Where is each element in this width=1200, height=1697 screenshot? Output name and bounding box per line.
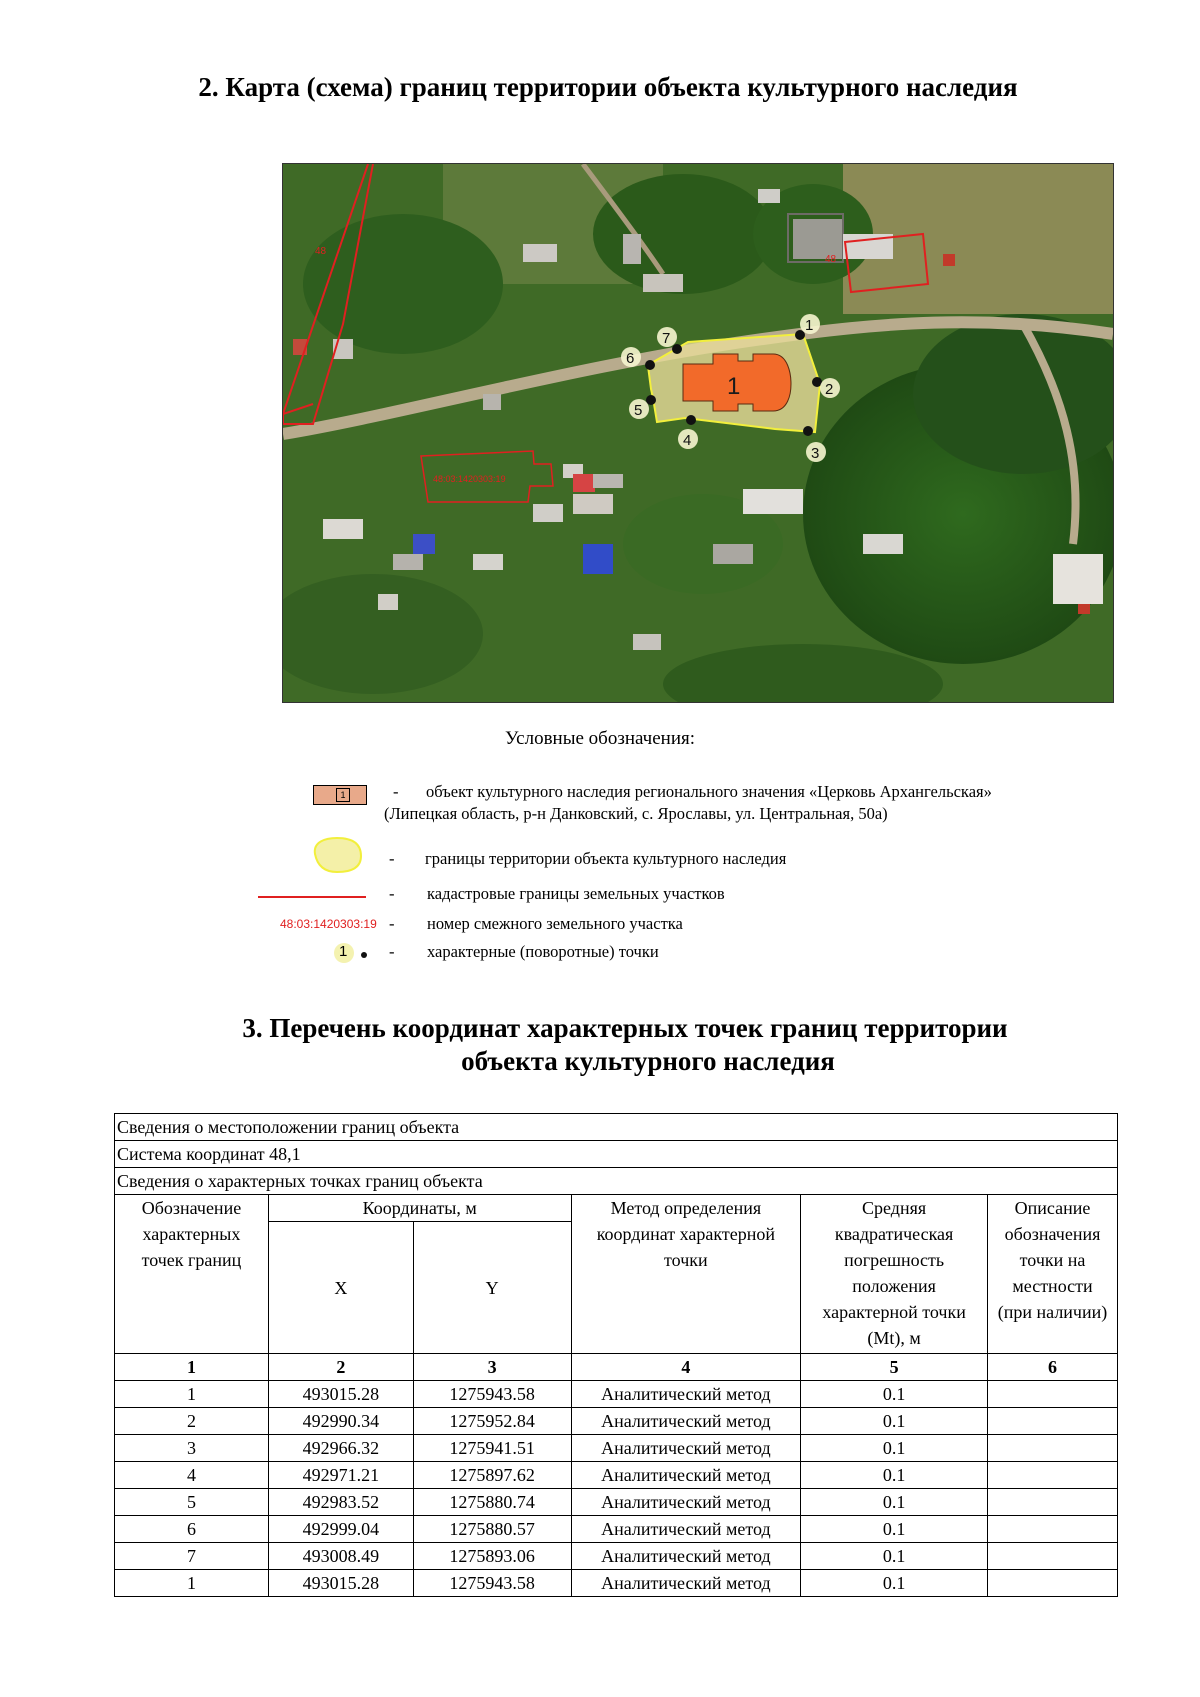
- table-row: [115, 1462, 1118, 1489]
- error-cell: 0.1: [801, 1408, 988, 1435]
- cadastral-legend-line: [258, 896, 366, 898]
- object-legend-symbol: [313, 785, 367, 805]
- point-label: 4: [683, 432, 692, 449]
- legend-dash: -: [389, 942, 395, 961]
- y-coordinate: 1275941.51: [413, 1435, 571, 1462]
- table-row: [115, 1543, 1118, 1570]
- error-cell: 0.1: [801, 1516, 988, 1543]
- parcel-label: 48: [825, 254, 837, 265]
- point-designation: 5: [115, 1489, 269, 1516]
- description-cell: [988, 1408, 1118, 1435]
- legend-title: Условные обозначения:: [504, 728, 696, 749]
- description-cell: [988, 1543, 1118, 1570]
- header-description: Описание обозначения точки на местности (при наличии): [988, 1195, 1118, 1354]
- method-cell: Аналитический метод: [571, 1381, 801, 1408]
- x-coordinate: 493015.28: [268, 1570, 413, 1597]
- point-designation: 2: [115, 1408, 269, 1435]
- point-label: 5: [634, 402, 643, 419]
- point-label: 7: [662, 330, 671, 347]
- legend-dash: -: [389, 884, 395, 903]
- legend-object-text: объект культурного наследия регионального значения «Церковь Архангельская»: [426, 782, 992, 801]
- table-row: [115, 1489, 1118, 1516]
- section-2-title: 2. Карта (схема) границ территории объекта культурного наследия: [198, 72, 1018, 102]
- location-row: Сведения о местоположении границ объекта: [115, 1114, 1118, 1141]
- header-y: Y: [413, 1222, 571, 1354]
- legend-point-text: характерные (поворотные) точки: [427, 942, 659, 961]
- point-label: 1: [805, 317, 814, 334]
- x-coordinate: 492999.04: [268, 1516, 413, 1543]
- description-cell: [988, 1489, 1118, 1516]
- point-designation: 4: [115, 1462, 269, 1489]
- object-legend-number: 1: [336, 788, 350, 802]
- y-coordinate: 1275880.57: [413, 1516, 571, 1543]
- legend-dash: -: [389, 914, 395, 933]
- legend-object-address: (Липецкая область, р-н Данковский, с. Ярославы, ул. Центральная, 50а): [384, 804, 888, 823]
- table-row: [115, 1141, 1118, 1168]
- error-cell: 0.1: [801, 1462, 988, 1489]
- header-coordinates: Координаты, м: [268, 1195, 571, 1222]
- y-coordinate: 1275943.58: [413, 1381, 571, 1408]
- point-legend-number: 1: [339, 943, 348, 960]
- y-coordinate: 1275880.74: [413, 1489, 571, 1516]
- point-label: 2: [825, 381, 834, 398]
- header-designation: Обозначение характерных точек границ: [115, 1195, 269, 1354]
- column-number-row: [115, 1354, 1118, 1381]
- column-number: 5: [801, 1354, 988, 1381]
- method-cell: Аналитический метод: [571, 1462, 801, 1489]
- column-number: 1: [115, 1354, 269, 1381]
- point-legend-dot: [361, 952, 367, 958]
- point-label: 6: [626, 350, 635, 367]
- satellite-map: [282, 163, 1114, 703]
- header-error: Средняя квадратическая погрешность положения характерной точки (Mt), м: [801, 1195, 988, 1354]
- x-coordinate: 492966.32: [268, 1435, 413, 1462]
- table-row: [115, 1408, 1118, 1435]
- section-3-title-line-2: объекта культурного наследия: [461, 1046, 835, 1076]
- column-number: 6: [988, 1354, 1118, 1381]
- points-info-row: Сведения о характерных точках границ объекта: [115, 1168, 1118, 1195]
- table-row: [115, 1381, 1118, 1408]
- error-cell: 0.1: [801, 1435, 988, 1462]
- method-cell: Аналитический метод: [571, 1516, 801, 1543]
- section-3-title: [0, 1012, 1200, 1078]
- boundary-legend-symbol: [309, 834, 365, 874]
- header-method: Метод определения координат характерной точки: [571, 1195, 801, 1354]
- point-designation: 1: [115, 1381, 269, 1408]
- error-cell: 0.1: [801, 1570, 988, 1597]
- column-number: 2: [268, 1354, 413, 1381]
- legend-boundary-text: границы территории объекта культурного наследия: [425, 849, 787, 868]
- x-coordinate: 492983.52: [268, 1489, 413, 1516]
- point-designation: 6: [115, 1516, 269, 1543]
- error-cell: 0.1: [801, 1543, 988, 1570]
- point-designation: 7: [115, 1543, 269, 1570]
- parcel-label: 48: [315, 246, 327, 257]
- legend-dash: -: [393, 782, 399, 801]
- error-cell: 0.1: [801, 1489, 988, 1516]
- description-cell: [988, 1435, 1118, 1462]
- table-row: [115, 1570, 1118, 1597]
- header-x: X: [268, 1222, 413, 1354]
- y-coordinate: 1275943.58: [413, 1570, 571, 1597]
- table-row: [115, 1516, 1118, 1543]
- point-designation: 3: [115, 1435, 269, 1462]
- method-cell: Аналитический метод: [571, 1408, 801, 1435]
- column-number: 4: [571, 1354, 801, 1381]
- coordinate-rows: [115, 1381, 1118, 1597]
- x-coordinate: 492990.34: [268, 1408, 413, 1435]
- y-coordinate: 1275952.84: [413, 1408, 571, 1435]
- table-row: [115, 1435, 1118, 1462]
- method-cell: Аналитический метод: [571, 1489, 801, 1516]
- table-row: [115, 1114, 1118, 1141]
- coordinates-table: [114, 1113, 1118, 1597]
- map-canvas: [283, 164, 1113, 702]
- description-cell: [988, 1462, 1118, 1489]
- description-cell: [988, 1381, 1118, 1408]
- y-coordinate: 1275893.06: [413, 1543, 571, 1570]
- column-number: 3: [413, 1354, 571, 1381]
- x-coordinate: 493015.28: [268, 1381, 413, 1408]
- coordinate-system-row: Система координат 48,1: [115, 1141, 1118, 1168]
- x-coordinate: 493008.49: [268, 1543, 413, 1570]
- parcel-number-sample: 48:03:1420303:19: [280, 917, 377, 931]
- legend-dash: -: [389, 849, 395, 868]
- object-number: 1: [727, 373, 741, 400]
- description-cell: [988, 1516, 1118, 1543]
- method-cell: Аналитический метод: [571, 1435, 801, 1462]
- error-cell: 0.1: [801, 1381, 988, 1408]
- table-row: [115, 1168, 1118, 1195]
- point-designation: 1: [115, 1570, 269, 1597]
- x-coordinate: 492971.21: [268, 1462, 413, 1489]
- method-cell: Аналитический метод: [571, 1543, 801, 1570]
- table-header-row: [115, 1195, 1118, 1222]
- point-label: 3: [811, 445, 820, 462]
- parcel-label: 48:03:1420303:19: [433, 474, 506, 484]
- y-coordinate: 1275897.62: [413, 1462, 571, 1489]
- section-3-title-line-1: 3. Перечень координат характерных точек границ территории: [242, 1013, 1008, 1043]
- method-cell: Аналитический метод: [571, 1570, 801, 1597]
- legend-cadastral-text: кадастровые границы земельных участков: [427, 884, 725, 903]
- description-cell: [988, 1570, 1118, 1597]
- legend-parcel-number-text: номер смежного земельного участка: [427, 914, 683, 933]
